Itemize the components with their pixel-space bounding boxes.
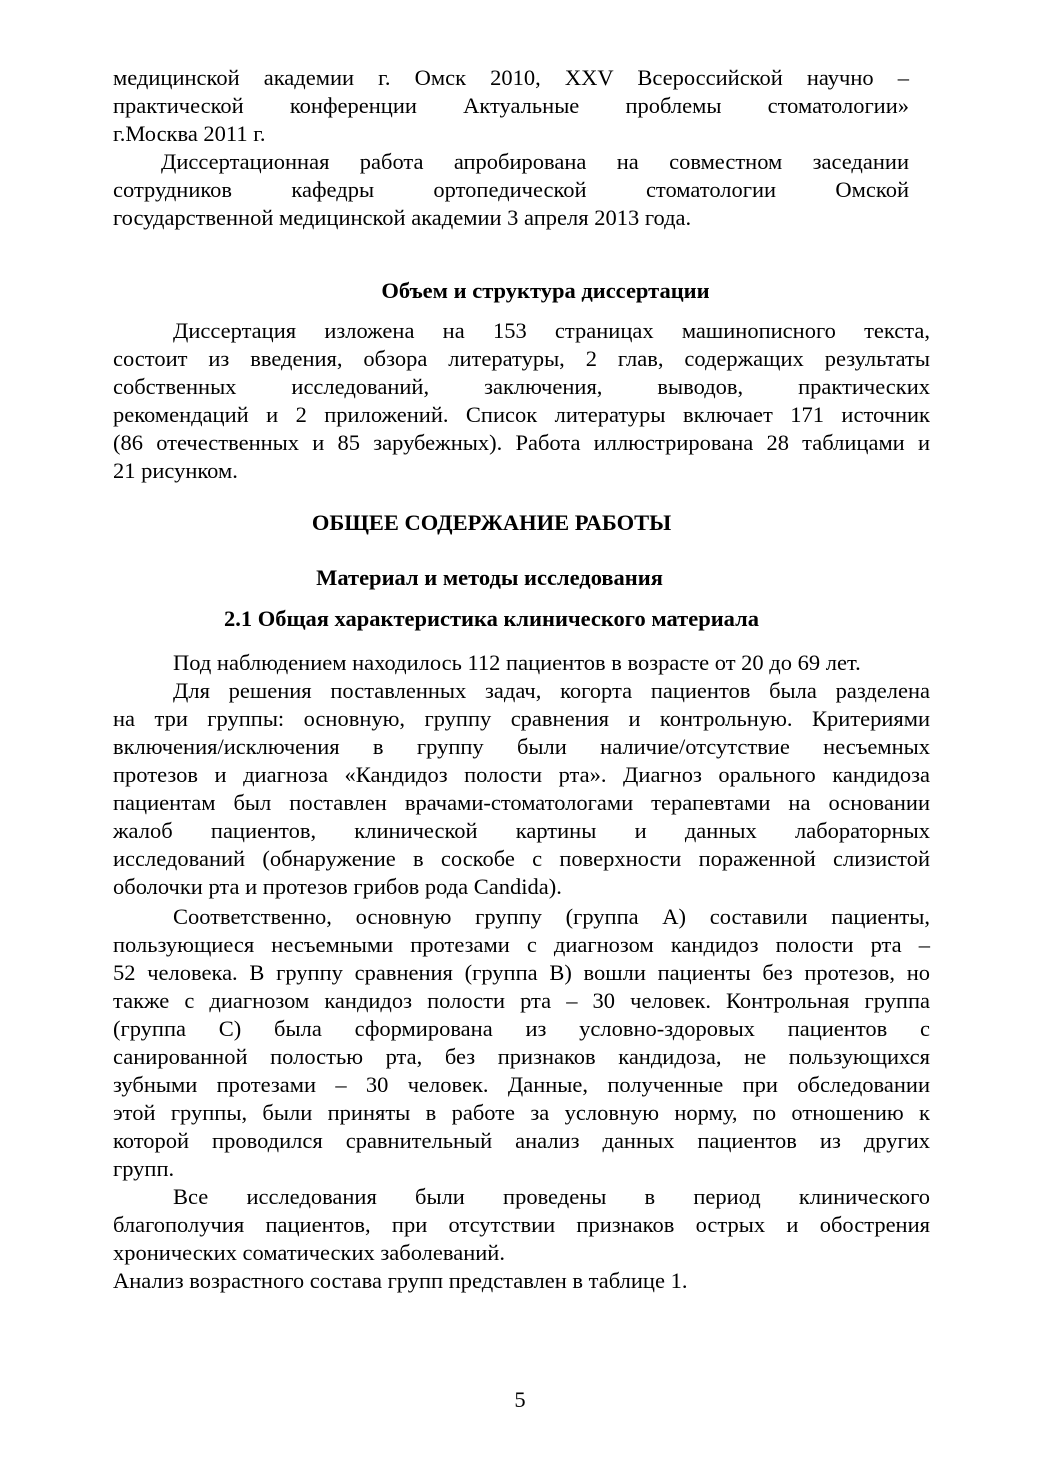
text-line: Все исследования были проведены в период клинического xyxy=(173,1184,930,1209)
approbation-paragraph xyxy=(113,148,930,232)
text-line: Диссертационная работа апробирована на совместном заседании xyxy=(161,149,909,174)
text-line: оболочки рта и протезов грибов рода Candida). xyxy=(113,874,562,899)
conditions-paragraph xyxy=(113,1183,930,1267)
text-line: исследований (обнаружение в соскобе с поверхности пораженной слизистой xyxy=(113,846,930,871)
text-line: которой проводился сравнительный анализ данных пациентов из других xyxy=(113,1128,930,1153)
section-title-volume: Объем и структура диссертации xyxy=(381,278,710,303)
text-line: 21 рисунком. xyxy=(113,458,238,483)
text-line: Анализ возрастного состава групп представлен в таблице 1. xyxy=(113,1268,688,1293)
text-line: групп. xyxy=(113,1156,175,1181)
conferences-paragraph xyxy=(113,64,930,148)
text-line: пациентам был поставлен врачами-стоматологами терапевтами на основании xyxy=(113,790,930,815)
text-line: санированной полостью рта, без признаков кандидоза, не пользующихся xyxy=(113,1044,930,1069)
text-line: Диссертация изложена на 153 страницах машинописного текста, xyxy=(173,318,930,343)
text-line: г.Москва 2011 г. xyxy=(113,121,266,146)
observation-paragraph xyxy=(113,649,930,677)
text-line: государственной медицинской академии 3 апреля 2013 года. xyxy=(113,205,692,230)
text-line: рекомендаций и 2 приложений. Список литературы включает 171 источник xyxy=(113,402,930,427)
text-line: сотрудников кафедры ортопедической стоматологии Омской xyxy=(113,177,909,202)
groups-paragraph xyxy=(113,677,930,901)
text-line: Соответственно, основную группу (группа А) составили пациенты, xyxy=(173,904,930,929)
text-line: включения/исключения в группу были наличие/отсутствие несъемных xyxy=(113,734,930,759)
text-line: практической конференции Актуальные проблемы стоматологии» xyxy=(113,93,909,118)
text-line: благополучия пациентов, при отсутствии признаков острых и обострения xyxy=(113,1212,930,1237)
text-line: Для решения поставленных задач, когорта пациентов была разделена xyxy=(173,678,930,703)
volume-paragraph xyxy=(113,317,930,485)
text-line: на три группы: основную, группу сравнения и контрольную. Критериями xyxy=(113,706,930,731)
table-reference-paragraph xyxy=(113,1267,930,1295)
text-line: собственных исследований, заключения, выводов, практических xyxy=(113,374,930,399)
text-line: пользующиеся несъемными протезами с диагнозом кандидоз полости рта – xyxy=(113,932,930,957)
text-line: также с диагнозом кандидоз полости рта – 30 человек. Контрольная группа xyxy=(113,988,930,1013)
text-line: зубными протезами – 30 человек. Данные, полученные при обследовании xyxy=(113,1072,930,1097)
subheading-methods: Материал и методы исследования xyxy=(316,565,663,590)
text-line: хронических соматических заболеваний. xyxy=(113,1240,505,1265)
text-line: (группа С) была сформирована из условно-здоровых пациентов с xyxy=(113,1016,930,1041)
text-line: состоит из введения, обзора литературы, 2 глав, содержащих результаты xyxy=(113,346,930,371)
text-line: (86 отечественных и 85 зарубежных). Работа иллюстрирована 28 таблицами и xyxy=(113,430,930,455)
composition-paragraph xyxy=(113,903,930,1183)
text-line: жалоб пациентов, клинической картины и данных лабораторных xyxy=(113,818,930,843)
text-line: Под наблюдением находилось 112 пациентов в возрасте от 20 до 69 лет. xyxy=(173,650,861,675)
page-number: 5 xyxy=(514,1387,526,1412)
main-heading: ОБЩЕЕ СОДЕРЖАНИЕ РАБОТЫ xyxy=(311,510,672,535)
subheading-clinical-material: 2.1 Общая характеристика клинического материала xyxy=(223,606,760,631)
text-line: 52 человека. В группу сравнения (группа В) вошли пациенты без протезов, но xyxy=(113,960,930,985)
text-line: медицинской академии г. Омск 2010, XXV Всероссийской научно – xyxy=(113,65,909,90)
text-line: протезов и диагноза «Кандидоз полости рта». Диагноз орального кандидоза xyxy=(113,762,930,787)
text-line: этой группы, были приняты в работе за условную норму, по отношению к xyxy=(113,1100,930,1125)
